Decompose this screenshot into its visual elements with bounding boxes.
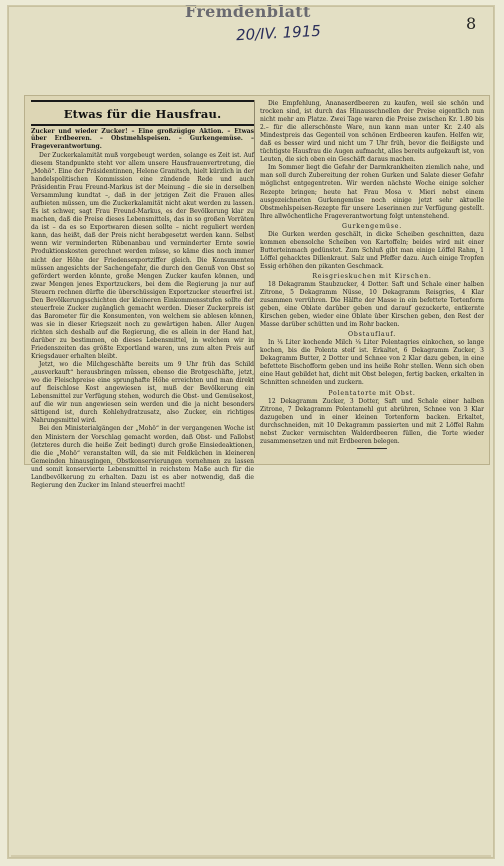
article-paragraph: Der Zuckerkalamität muß vorgebeugt werden, solange es Zeit ist. Auf diesem Standpunkte steht vor allem unsere Hausfrauenvertretung, die „Mohö“. Eine der Präsidentinnen, Helene Granitsch, hielt kürzlich in der handelspolitischen Kommission eine zündende Rede und auch Präsidentin Frau Freund-Markus ist der Meinung – die sie in derselben Versammlung kundtat –, daß in der jetzigen Zeit die Frauen alles aufbieten müssen, um die Zuckerkalamität nicht akut werden zu lassen. Es ist schwer, sagt Frau Freund-Markus, es der Bevölkerung klar zu machen, daß die Preise dieses Lebensmittels, das in so großen Vorräten da ist – da es so Exportwaren diesen sollte – nicht reguliert werden kann, das heißt, daß der Preis nicht herabgesetzt werden kann. Selbst wenn wir verminderten Rübenanbau und verminderter Ernte sowie Produktionskosten gerechnet werden müsse, so käme dies noch immer nicht der Höhe der Friedensexportziffer gleich. Die Konsumenten müssen angesichts der Sachengefahr, die durch den Genuß von Obst so gefördert werden könnte, große Mengen Zucker kaufen können, und zwar Mengen jenes Exportzuckers, bei dem die Regierung ja nur auf Steuern rechnen dürfte die überschüssigen Exportzucker steuerfrei ist. Den Bevölkerungsschichten der kleineren Einkommensstufen sollte der steuerfreie Zucker zugänglich gemacht werden. Dieser Zuckerpreis ist das Barometer für die Konsumenten, von welchem sie ablesen können, was sie in dieser Kriegszeit noch zu gewärtigen haben. Aller Augen richten sich deshalb auf die Regierung, die es allein in der Hand hat, darüber zu bestimmen, ob dieses Lebensmittel, in welchem wir in Friedenszeiten das größte Exportland waren, uns zum alten Preis auf Kriegsdauer erhalten bleibt.	[31, 151, 254, 361]
clipping-left-column	[31, 100, 255, 489]
newspaper-stamp: Fremdenblatt	[185, 2, 311, 21]
article-title: Etwas für die Hausfrau.	[63, 107, 222, 121]
article-paragraph: Bei den Ministerialgängen der „Mohö“ in der vergangenen Woche ist den Ministern der Vorschlag gemacht worden, daß Obst- und Fallobst (letzteres durch die heiße Zeit bedingt) durch große Einsiedeaktionen, die die „Mohö“ veranstalten will, da sie mit Feldküchen in kleineren Gemeinden hinausgingen, Obstkonservierungen vornehmen zu lassen und somit konservierte Lebensmittel in reichstem Maße auch für die Landbevölkerung zu erhalten. Dazu ist es aber notwendig, daß die Regierung den Zucker im Inland steuerfrei macht!	[31, 425, 254, 489]
article-paragraph: Die Empfehlung, Ananaserdbeeren zu kaufen, weil sie schön und trocken sind, ist durch das Hinausschnellen der Preise eigentlich nun nicht mehr am Platze. Zwei Tage waren die Preise zwischen Kr. 1.80 bis 2.– für die allerschönste Ware, nun kann man unter Kr. 2.40 als Mindestpreis das Gegenteil von schönen Erdbeeren kaufen. Helfen wir, daß es besser wird und nicht um 7 Uhr früh, bevor die fleißigste und tüchtigste Hausfrau die Augen aufmacht, alles bereits aufgekauft ist, von Leuten, die sich oben ein Geschäft daraus machen.	[260, 100, 484, 164]
article-subtitle: Zucker und wieder Zucker! – Eine großzügige Aktion. – Etwas über Erdbeeren. – Obstmehlspeisen. – Gurkengemüse. – Frageverantwortung.	[31, 128, 254, 150]
page-number: 8	[466, 14, 477, 33]
recipe-text: Die Gurken werden geschält, in dicke Scheiben geschnitten, dazu kommen ebensolche Scheiben von Kartoffeln; beides wird mit einer Butterteinmach gedünstet. Zum Schluß gibt man einige Löffel Rahm, 1 Löffel gehacktes Dillenkraut. Salz und Pfeffer dazu. Auch einige Tropfen Essig erhöhen den pikanten Geschmack.	[260, 230, 484, 270]
article-paragraph: Jetzt, wo die Milchgeschäfte bereits um 9 Uhr früh das Schild „ausverkauft“ herausbringen müssen, ebenso die Brotgeschäfte, jetzt, wo die Fleischpreise eine sprunghafte Höhe erreichten und man direkt auf fleischlose Kost angewiesen ist, muß der Bevölkerung ein Lebensmittel zur Verfügung stehen, wodurch die Obst- und Gemüsekost, auf die wir nun angewiesen sein werden und die ja nicht besonders sättigend ist, durch Kohlehydratzusatz, also Zucker, ein richtiges Nahrungsmittel wird.	[31, 361, 254, 425]
clipping-right-column	[260, 100, 484, 458]
recipe-text: 18 Dekagramm Staubzucker, 4 Dotter. Saft und Schale einer halben Zitrone, 5 Dekagramm Nüsse, 10 Dekagramm Reisgries, 4 Klar zusammen verrühren. Die Hälfte der Masse in ein befettete Tortenform geben, eine Oblate darüber geben und darauf gezuckerte, entkernte Kirschen geben, wieder eine Oblate über Kirschen geben, den Rest der Masse darüber schütten und im Rohr backen.	[260, 280, 484, 329]
recipe-heading: Obstauflauf.	[348, 331, 396, 339]
article-paragraph: Im Sommer liegt die Gefahr der Darmkrankheiten ziemlich nahe, und man soll durch Zubereitung der rohen Gurken und Salate dieser Gefahr möglichst entgegentreten. Wir werden nächste Woche einige solcher Rezepte bringen; heute hat Frau Mosa v. Mieri nebst einem ausgezeichneten Gurkengemüse noch einige jetzt sehr aktuelle Obstmehlspeisen-Rezepte für unsere Leserinnen zur Verfügung gestellt. Ihre allwöchentliche Frageverantwortung folgt untenstehend.	[260, 164, 484, 220]
handwritten-date: 20/IV. 1915	[235, 21, 322, 45]
recipe-heading: Polentatorte mit Obst.	[328, 389, 416, 397]
recipe-heading: Gurkengemüse.	[342, 222, 402, 230]
newspaper-clipping	[24, 95, 490, 489]
recipe-text: In ¼ Liter kochende Milch ¼ Liter Polentagries einkochen, so lange kochen, bis die Polenta steif ist. Erkaltet, 6 Dekagramm Zucker, 3 Dekagramm Butter, 2 Dotter und Schnee von 2 Klar dazu geben, in eine befettete Bischofform geben und ins heiße Rohr stellen. Wenn sich oben eine Haut gebildet hat, dicht mit Obst belegen, fertig backen, erkalten in Schnitten schneiden und zuckern.	[260, 339, 484, 387]
recipe-heading: Reisgrieskuchen mit Kirschen.	[312, 272, 432, 280]
article-title-box	[31, 100, 254, 126]
recipe-text: 12 Dekagramm Zucker, 3 Dotter, Saft und Schale einer halben Zitrone, 7 Dekagramm Polentamehl gut abrühren, Schnee von 3 Klar dazugeben und in einer kleinen Tortenform backen. Erkaltet, durchschneiden, mit 10 Dekagramm passierten und mit 2 Löffel Rahm nebst Zucker vermischten Walderdbeeren füllen, die Torte wieder zusammensetzen und mit Erdbeeren belegen.	[260, 397, 484, 445]
end-rule	[357, 448, 387, 449]
